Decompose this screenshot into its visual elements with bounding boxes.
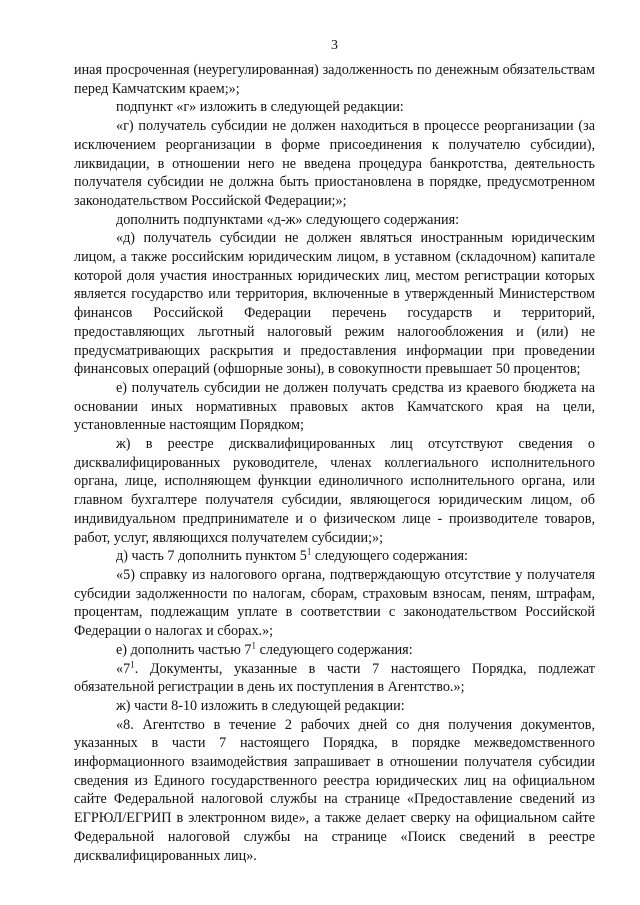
paragraph-subpoint-g-intro: подпункт «г» изложить в следующей редакции: [116, 99, 404, 116]
paragraph-subpoint-g: «г) получатель субсидии не должен находиться в процессе реорганизации (за исключением реорганизации в форме присоединения к получателю субсидии), ликвидации, в отношении него не введена процедура банкротства, деятельность получателя субсидии не должна быть приостановлена в порядке, предусмотренном законодательством Российской Федерации;»; [74, 118, 595, 209]
paragraph-part8: «8. Агентство в течение 2 рабочих дней со дня получения документов, указанных в части 7 настоящего Порядка, в порядке межведомственного информационного взаимодействия запрашивает в отношении получателя субсидии сведения из Единого государственного реестра юридических лиц на официальном сайте Федеральной налоговой службы на странице «Предоставление сведений из ЕГРЮЛ/ЕГРИП в электронном виде», а также делает сверку на официальном сайте Федеральной налоговой службы на странице «Поиск сведений в реестре дисквалифицированных лиц». [74, 716, 595, 864]
superscript: 1 [130, 658, 135, 669]
paragraph-add-part71-text: е) дополнить частью 7 [116, 641, 252, 658]
superscript: 1 [306, 546, 312, 557]
paragraph-add-part71 [74, 641, 595, 660]
paragraph-parts-8-10-intro: ж) части 8-10 изложить в следующей редакции: [116, 697, 405, 714]
page-number: 3 [331, 38, 338, 53]
document-page [74, 38, 595, 865]
paragraph-subpoint-e: е) получатель субсидии не должен получать средства из краевого бюджета на основании иных нормативных правовых актов Камчатского края на цели, установленные настоящим Порядком; [74, 379, 595, 434]
paragraph-part7-amend-text: д) часть 7 дополнить пунктом 5 [116, 548, 307, 565]
paragraph-subpoint-d: «д) получатель субсидии не должен являться иностранным юридическим лицом, а также российским юридическим лицом, в уставном (складочном) капитале которой доля участия иностранных юридических лиц, местом регистрации которых является государство или территория, включенные в утвержденный Министерством финансов Российской Федерации перечень государств и территорий, предоставляющих льготный налоговый режим налогообложения и (или) не предусматривающих раскрытия и предоставления информации при проведении финансовых операций (офшорные зоны), в совокупности превышает 50 процентов; [74, 230, 595, 378]
paragraph-item5: «5) справку из налогового органа, подтверждающую отсутствие у получателя субсидии задолженности по налогам, сборам, страховым взносам, пеням, штрафам, процентам, подлежащим уплате в соответствии с законодательством Российской Федерации о налогах и сборах.»; [74, 566, 595, 640]
paragraph-subpoint-zh: ж) в реестре дисквалифицированных лиц отсутствуют сведения о дисквалифицированных руководителе, членах коллегиального исполнительного органа, лице, исполняющем функции единоличного исполнительного органа, или главном бухгалтере получателя субсидии, являющегося юридическим лицом, об индивидуальном предпринимателе и о физическом лице - производителе товаров, работ, услуг, являющихся получателем субсидии;»; [74, 436, 595, 546]
paragraph-part71 [74, 660, 595, 697]
paragraph-debt-continuation: иная просроченная (неурегулированная) задолженность по денежным обязательствам перед Камчатским краем;»; [74, 62, 595, 97]
paragraph-part71-text: «7 [116, 660, 131, 677]
superscript: 1 [251, 640, 257, 651]
paragraph-part7-amend [74, 547, 595, 566]
paragraph-part71-text-end: . Документы, указанные в части 7 настоящего Порядка, подлежат обязательной регистрации в день их поступления в Агентство.»; [74, 660, 595, 696]
paragraph-add-subpoints-intro: дополнить подпунктами «д-ж» следующего содержания: [116, 211, 460, 228]
paragraph-part7-amend-text-end: следующего содержания: [311, 548, 468, 565]
paragraph-add-part71-text-end: следующего содержания: [256, 641, 413, 658]
